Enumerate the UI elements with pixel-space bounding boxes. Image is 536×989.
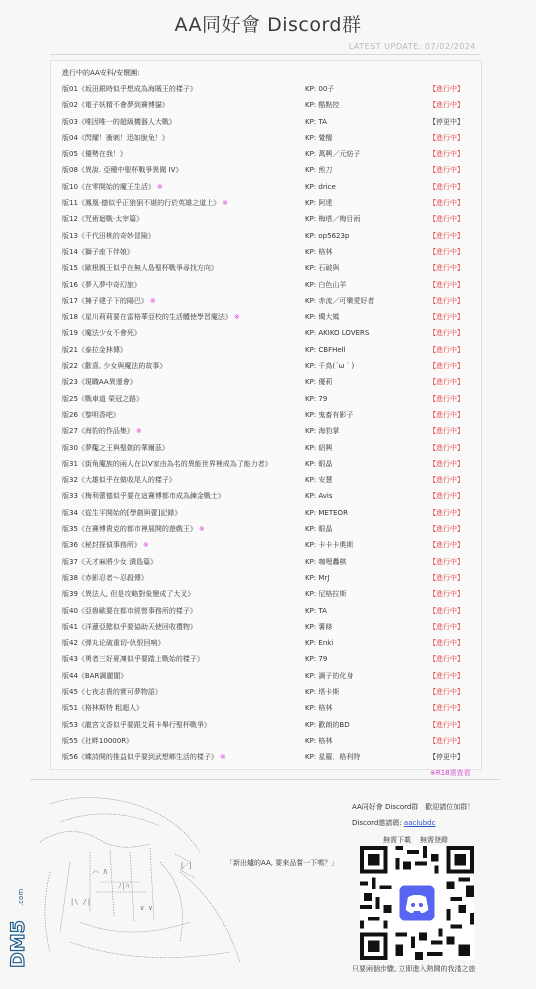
- thread-status: 【進行中】: [429, 557, 464, 566]
- thread-id: 版18: [62, 313, 78, 322]
- thread-id: 版26: [62, 410, 78, 419]
- thread-kp: KP: 歡朗的BD: [305, 720, 350, 729]
- thread-kp: KP: 安慧: [305, 476, 333, 485]
- thread-kp: KP: 眼晶: [305, 525, 333, 534]
- thread-title[interactable]: [62, 603, 197, 619]
- discord-qr-code[interactable]: [360, 846, 474, 960]
- no-login-label: 無需登錄: [420, 836, 448, 844]
- thread-title[interactable]: [62, 325, 141, 341]
- thread-title[interactable]: [62, 651, 204, 667]
- thread-row[interactable]: [62, 554, 470, 570]
- thread-status: 【進行中】: [429, 362, 464, 371]
- thread-kp: KP: METEOR: [305, 508, 348, 517]
- r18-mark: ※: [149, 296, 156, 305]
- thread-title[interactable]: [62, 570, 148, 586]
- thread-title[interactable]: [62, 717, 211, 733]
- top-divider: [50, 54, 480, 55]
- thread-id: 版30: [62, 443, 78, 452]
- thread-title[interactable]: [62, 309, 240, 325]
- thread-id: 版44: [62, 671, 78, 680]
- thread-id: 版27: [62, 427, 78, 436]
- thread-status: 【進行中】: [429, 671, 464, 680]
- thread-row[interactable]: [62, 260, 470, 276]
- thread-title[interactable]: [62, 342, 127, 358]
- thread-title[interactable]: [62, 684, 162, 700]
- svg-text:.com: .com: [17, 888, 25, 906]
- discord-bottom-text: 只要兩個步驟, 立即進入熱鬧的我淺之旅: [352, 965, 476, 973]
- thread-title[interactable]: [62, 146, 127, 162]
- thread-kp: KP: 格林: [305, 704, 333, 713]
- thread-id: 版53: [62, 720, 78, 729]
- thread-row[interactable]: [62, 97, 470, 113]
- thread-name[interactable]: 《秘封探偵事務所》: [77, 541, 141, 550]
- thread-name[interactable]: 《魔法少女不會死》: [77, 329, 141, 338]
- thread-name[interactable]: 《電子妖精不會夢到賽博貓》: [77, 101, 169, 110]
- thread-id: 版13: [62, 231, 78, 240]
- invite-link[interactable]: aaclubdc: [403, 819, 436, 827]
- svg-text:∨ ∨: ∨ ∨: [140, 904, 153, 912]
- thread-id: 版36: [62, 541, 78, 550]
- svg-text:ハ Λ: ハ Λ: [92, 868, 108, 876]
- thread-kp: KP: 79: [305, 394, 328, 403]
- thread-kp: KP: op5623p: [305, 231, 350, 240]
- thread-title[interactable]: [62, 472, 176, 488]
- thread-row[interactable]: [62, 700, 470, 716]
- thread-id: 版11: [62, 199, 78, 208]
- thread-title[interactable]: [62, 554, 157, 570]
- discord-title: AA同好會 Discord群 歡迎請位加群！: [352, 803, 475, 811]
- thread-id: 版05: [62, 150, 78, 159]
- thread-kp: KP: 赤流／可樂愛好者: [305, 296, 375, 305]
- thread-row[interactable]: [62, 325, 470, 341]
- thread-name[interactable]: 《千代田桃的奇妙冒險》: [77, 231, 155, 240]
- thread-status: 【進行中】: [429, 573, 464, 582]
- thread-row[interactable]: [62, 407, 470, 423]
- thread-status: 【進行中】: [429, 133, 464, 142]
- thread-title[interactable]: [62, 195, 228, 211]
- thread-row[interactable]: [62, 114, 470, 130]
- thread-id: 版51: [62, 704, 78, 713]
- thread-name[interactable]: 《海豹的作品集》: [77, 427, 134, 436]
- thread-name[interactable]: 《星川莉莉要在雷格華亞校的生活體使學習魔法》: [77, 313, 232, 322]
- thread-title[interactable]: [62, 456, 272, 472]
- r18-mark: ※: [222, 199, 229, 208]
- thread-status: 【進行中】: [429, 492, 464, 501]
- thread-title[interactable]: [62, 114, 176, 130]
- thread-row[interactable]: [62, 146, 470, 162]
- thread-status: 【進行中】: [429, 199, 464, 208]
- thread-kp: KP: TA: [305, 117, 327, 126]
- thread-status: 【進行中】: [429, 704, 464, 713]
- thread-row[interactable]: [62, 342, 470, 358]
- thread-id: 版22: [62, 362, 78, 371]
- thread-kp: KP: 石破與: [305, 264, 340, 273]
- thread-kp: KP: 梅塔／梅目雨: [305, 215, 361, 224]
- invite-label: Discord邀請碼:: [352, 819, 404, 827]
- thread-name[interactable]: 《在賽博貴克的都市裡展開的遊戲王》: [77, 525, 197, 534]
- thread-kp: KP: 優莉: [305, 378, 333, 387]
- thread-kp: KP: 酷點控: [305, 101, 340, 110]
- thread-row[interactable]: [62, 717, 470, 733]
- thread-name[interactable]: 《赤影忍者～忍殺傳》: [77, 573, 148, 582]
- thread-name[interactable]: 《閃耀！衝刺！迅如脫兔！》: [77, 133, 169, 142]
- thread-name[interactable]: 《七夜志貴的實可夢物語》: [77, 687, 162, 696]
- thread-title[interactable]: [62, 505, 181, 521]
- thread-id: 版02: [62, 101, 78, 110]
- svg-text:[ ]: [ ]: [180, 862, 193, 870]
- thread-status: 【進行中】: [429, 427, 464, 436]
- thread-id: 版38: [62, 573, 78, 582]
- thread-name[interactable]: 《從生平開始的[學劍與蕾]記錄》: [77, 508, 182, 517]
- thread-row[interactable]: [62, 309, 470, 325]
- thread-title[interactable]: [62, 162, 182, 178]
- r18-mark: ※: [233, 313, 240, 322]
- bottom-divider: [30, 779, 500, 780]
- thread-kp: KP: TA: [305, 606, 327, 615]
- thread-id: 版12: [62, 215, 78, 224]
- thread-status: 【進行中】: [429, 231, 464, 240]
- thread-title[interactable]: [62, 97, 169, 113]
- thread-kp: KP: 煎刀: [305, 166, 333, 175]
- thread-kp: KP: 薯條: [305, 622, 333, 631]
- thread-name[interactable]: 《勇者三好夏凜似乎要踏上戰始的樣子》: [77, 655, 204, 664]
- thread-status: 【進行中】: [429, 525, 464, 534]
- thread-row[interactable]: [62, 195, 470, 211]
- thread-name[interactable]: 《歐根親王似乎在無人島聖杯戰爭尋找方向》: [77, 264, 218, 273]
- thread-status: 【進行中】: [429, 639, 464, 648]
- svg-text:|\ /|: |\ /|: [70, 898, 92, 906]
- thread-title[interactable]: [62, 130, 169, 146]
- thread-row[interactable]: [62, 130, 470, 146]
- thread-status: 【進行中】: [429, 215, 464, 224]
- thread-row[interactable]: [62, 391, 470, 407]
- thread-status: 【進行中】: [429, 622, 464, 631]
- thread-kp: KP: 眼晶: [305, 459, 333, 468]
- thread-kp: KP: 白色山羊: [305, 280, 347, 289]
- thread-title[interactable]: [62, 293, 156, 309]
- thread-status: 【進行中】: [429, 720, 464, 729]
- thread-kp: KP: 海豹掌: [305, 427, 340, 436]
- thread-id: 版08: [62, 166, 78, 175]
- thread-title[interactable]: [62, 228, 155, 244]
- thread-status: 【進行中】: [429, 150, 464, 159]
- thread-id: 版10: [62, 182, 78, 191]
- svg-text:ﾉ|ﾊ: ﾉ|ﾊ: [118, 882, 130, 890]
- thread-row[interactable]: [62, 456, 470, 472]
- thread-row[interactable]: [62, 586, 470, 602]
- thread-row[interactable]: [62, 423, 470, 439]
- thread-title[interactable]: [62, 700, 143, 716]
- thread-name[interactable]: 《BAR調麗閣》: [77, 671, 128, 680]
- thread-status: 【進行中】: [429, 443, 464, 452]
- thread-name[interactable]: 《大雄似乎在做收尾人的樣子》: [77, 476, 176, 485]
- thread-status: 【進行中】: [429, 606, 464, 615]
- thread-title[interactable]: [62, 635, 164, 651]
- thread-status: 【進行中】: [429, 247, 464, 256]
- svg-text:DM5: DM5: [7, 920, 29, 968]
- thread-kp: KP: 79: [305, 655, 328, 664]
- thread-kp: KP: 塔卡斯: [305, 687, 340, 696]
- thread-kp: KP: 00子: [305, 85, 335, 93]
- thread-name[interactable]: 《鳳凰‧德似乎正狼狽不堪的行於英雄之道上》: [77, 199, 221, 208]
- thread-status: 【進行中】: [429, 345, 464, 354]
- thread-name[interactable]: 《坂田銀時似乎想成為海賊王的樣子》: [77, 85, 197, 93]
- thread-status: 【進行中】: [429, 736, 464, 745]
- thread-name[interactable]: 《泰拉金林傳》: [77, 345, 127, 354]
- thread-name[interactable]: 《弹丸论破重切-仇恨回响》: [77, 639, 165, 648]
- thread-title[interactable]: [62, 81, 197, 97]
- thread-name[interactable]: 《優勢在我！》: [77, 150, 127, 159]
- thread-row[interactable]: [62, 570, 470, 586]
- thread-kp: KP: 尼格拉斯: [305, 590, 347, 599]
- thread-title[interactable]: [62, 374, 137, 390]
- thread-name[interactable]: 《夢入夢中奇幻旅》: [77, 280, 141, 289]
- thread-name[interactable]: 《戰車道 榮冠之路》: [77, 394, 144, 403]
- thread-title[interactable]: [62, 440, 169, 456]
- thread-kp: KP: 咖哩轟棋: [305, 557, 347, 566]
- thread-name[interactable]: 《在零開始的魔王生活》: [77, 182, 155, 191]
- thread-kp: KP: 紹興: [305, 443, 333, 452]
- thread-name[interactable]: 《洋蓮亞懿似乎要協助天使回收禮物》: [77, 622, 197, 631]
- thread-name[interactable]: 《唯因唯一的超級機器人大戰》: [77, 117, 176, 126]
- thread-kp: KP: AKIKO LOVERS: [305, 329, 370, 338]
- thread-name[interactable]: 《異說. 亞種中聖杯戰爭異聞 IV》: [77, 166, 183, 175]
- thread-row[interactable]: [62, 81, 470, 97]
- thread-name[interactable]: 《社畔10000R》: [77, 736, 134, 745]
- thread-id: 版33: [62, 492, 78, 501]
- thread-id: 版23: [62, 378, 78, 387]
- thread-row[interactable]: [62, 635, 470, 651]
- thread-row[interactable]: [62, 733, 470, 749]
- thread-row[interactable]: [62, 358, 470, 374]
- thread-id: 版40: [62, 606, 78, 615]
- thread-id: 版25: [62, 394, 78, 403]
- thread-title[interactable]: [62, 407, 120, 423]
- thread-kp: KP: 鬼畜有影子: [305, 410, 354, 419]
- thread-name[interactable]: 《異法人, 但是攻略對象變成了大叉》: [77, 590, 195, 599]
- thread-id: 版31: [62, 459, 78, 468]
- thread-kp: KP: Enki: [305, 639, 334, 648]
- thread-id: 版15: [62, 264, 78, 273]
- thread-kp: KP: 阿達: [305, 199, 333, 208]
- page-title: AA同好會 Discord群: [174, 14, 362, 36]
- thread-name[interactable]: 《龍宮文香似乎要跟艾莉卡舉行聖杯戰爭》: [77, 720, 211, 729]
- thread-row[interactable]: [62, 440, 470, 456]
- thread-title[interactable]: [62, 211, 143, 227]
- thread-status: 【進行中】: [429, 459, 464, 468]
- thread-kp: KP: 覺醒: [305, 133, 333, 142]
- no-download-label: 無需下載: [383, 836, 411, 844]
- thread-row[interactable]: [62, 162, 470, 178]
- thread-id: 版17: [62, 296, 78, 305]
- thread-id: 版37: [62, 557, 78, 566]
- thread-name[interactable]: 《蝶詩開的推益似乎要到武想鄉生活的樣子》: [77, 753, 218, 762]
- discord-invite: [352, 818, 435, 828]
- thread-name[interactable]: 《黎明香吧》: [77, 410, 120, 419]
- ascii-art-illustration: [30, 792, 270, 972]
- thread-name[interactable]: 《咒術迴戰‧太宰篇》: [77, 215, 144, 224]
- thread-status: 【進行中】: [429, 313, 464, 322]
- thread-kp: KP: Avis: [305, 492, 333, 501]
- thread-id: 版45: [62, 687, 78, 696]
- thread-kp: KP: 格林: [305, 736, 333, 745]
- thread-row[interactable]: [62, 749, 470, 765]
- thread-title[interactable]: [62, 391, 143, 407]
- thread-row[interactable]: [62, 244, 470, 260]
- thread-title[interactable]: [62, 179, 163, 195]
- thread-kp: KP: 萬興／元紡子: [305, 150, 361, 159]
- thread-id: 版41: [62, 622, 78, 631]
- thread-title[interactable]: [62, 260, 218, 276]
- thread-status: 【進行中】: [429, 182, 464, 191]
- thread-status: 【停更中】: [429, 753, 464, 762]
- thread-row[interactable]: [62, 228, 470, 244]
- thread-row[interactable]: [62, 684, 470, 700]
- r18-mark: ※: [219, 753, 226, 762]
- thread-row[interactable]: [62, 293, 470, 309]
- thread-status: 【進行中】: [429, 410, 464, 419]
- thread-status: 【進行中】: [429, 687, 464, 696]
- thread-name[interactable]: 《擁子建子下的陽巴》: [77, 296, 148, 305]
- thread-status: 【進行中】: [429, 508, 464, 517]
- thread-status: 【進行中】: [429, 296, 464, 305]
- thread-status: 【進行中】: [429, 264, 464, 273]
- thread-kp: KP: 星羅．格利特: [305, 753, 361, 762]
- latest-update: LATEST UPDATE: 07/02/2024: [348, 42, 476, 51]
- thread-row[interactable]: [62, 211, 470, 227]
- thread-title[interactable]: [62, 749, 226, 765]
- thread-title[interactable]: [62, 521, 205, 537]
- thread-name[interactable]: 《現職AA異運會》: [77, 378, 137, 387]
- thread-kp: KP: 千鳥(´ω｀): [305, 362, 355, 371]
- thread-kp: KP: CBFHell: [305, 345, 346, 354]
- thread-kp: KP: 卡卡卡奧斯: [305, 541, 354, 550]
- thread-row[interactable]: [62, 521, 470, 537]
- thread-id: 版03: [62, 117, 78, 126]
- thread-title[interactable]: [62, 277, 141, 293]
- thread-id: 版42: [62, 639, 78, 648]
- thread-kp: KP: drice: [305, 182, 336, 191]
- thread-title[interactable]: [62, 358, 166, 374]
- thread-id: 版56: [62, 753, 78, 762]
- thread-kp: KP: 燭大媽: [305, 313, 340, 322]
- thread-status: 【進行中】: [429, 280, 464, 289]
- thread-name[interactable]: 《天才麻將少女 潰島篇》: [77, 557, 158, 566]
- thread-id: 版14: [62, 247, 78, 256]
- thread-name[interactable]: 《亞魯歐要在都市經營事務所的樣子》: [77, 606, 197, 615]
- thread-list: [62, 81, 470, 765]
- thread-row[interactable]: [62, 619, 470, 635]
- thread-title[interactable]: [62, 668, 127, 684]
- thread-title[interactable]: [62, 537, 149, 553]
- thread-id: 版21: [62, 345, 78, 354]
- r18-mark: ※: [198, 525, 205, 534]
- r18-footnote: ※R18需查看: [430, 769, 471, 777]
- r18-mark: ※: [135, 427, 142, 436]
- thread-status: 【進行中】: [429, 166, 464, 175]
- thread-name[interactable]: 《梅利蕾德似乎要在這賽博都市成為鍊金戰士》: [77, 492, 225, 501]
- thread-id: 版01: [62, 85, 78, 93]
- thread-id: 版32: [62, 476, 78, 485]
- thread-title[interactable]: [62, 733, 133, 749]
- thread-status: 【進行中】: [429, 378, 464, 387]
- thread-id: 版04: [62, 133, 78, 142]
- r18-mark: ※: [156, 182, 163, 191]
- speech-quote: 「新出爐的AA, 要來品嘗一下嗎？」: [226, 859, 339, 867]
- thread-row[interactable]: [62, 537, 470, 553]
- thread-name[interactable]: 《獅子座下伴娘》: [77, 247, 134, 256]
- thread-id: 版55: [62, 736, 78, 745]
- dm5-watermark-logo: [2, 878, 30, 970]
- thread-status: 【進行中】: [429, 541, 464, 550]
- thread-kp: KP: MrJ: [305, 573, 330, 582]
- thread-status: 【停更中】: [429, 117, 464, 126]
- thread-status: 【進行中】: [429, 655, 464, 664]
- thread-id: 版34: [62, 508, 78, 517]
- thread-status: 【進行中】: [429, 590, 464, 599]
- thread-row[interactable]: [62, 472, 470, 488]
- r18-mark: ※: [142, 541, 149, 550]
- thread-row[interactable]: [62, 277, 470, 293]
- thread-status: 【進行中】: [429, 476, 464, 485]
- thread-name[interactable]: 《夢魘之王與聖劍的華爾茲》: [77, 443, 169, 452]
- thread-row[interactable]: [62, 505, 470, 521]
- thread-kp: KP: 格林: [305, 247, 333, 256]
- thread-title[interactable]: [62, 423, 142, 439]
- thread-title[interactable]: [62, 488, 225, 504]
- list-intro: 進行中的AA安科/安價團:: [62, 69, 140, 77]
- thread-row[interactable]: [62, 374, 470, 390]
- thread-title[interactable]: [62, 619, 197, 635]
- thread-id: 版43: [62, 655, 78, 664]
- thread-name[interactable]: 《格林斯特 粗超人》: [77, 704, 144, 713]
- thread-kp: KP: 調子的化身: [305, 671, 354, 680]
- thread-status: 【進行中】: [429, 85, 464, 93]
- thread-row[interactable]: [62, 668, 470, 684]
- thread-title[interactable]: [62, 586, 194, 602]
- thread-id: 版35: [62, 525, 78, 534]
- thread-row[interactable]: [62, 488, 470, 504]
- thread-id: 版16: [62, 280, 78, 289]
- thread-title[interactable]: [62, 244, 134, 260]
- thread-id: 版19: [62, 329, 78, 338]
- thread-id: 版39: [62, 590, 78, 599]
- thread-row[interactable]: [62, 651, 470, 667]
- thread-name[interactable]: 《歡喜, 少女與魔法的故事》: [77, 362, 167, 371]
- thread-status: 【進行中】: [429, 101, 464, 110]
- thread-name[interactable]: 《街角魔族的兩人在以V家由為名的異能世界裡成為了能力者》: [77, 459, 272, 468]
- thread-status: 【進行中】: [429, 329, 464, 338]
- thread-row[interactable]: [62, 603, 470, 619]
- thread-status: 【進行中】: [429, 394, 464, 403]
- thread-row[interactable]: [62, 179, 470, 195]
